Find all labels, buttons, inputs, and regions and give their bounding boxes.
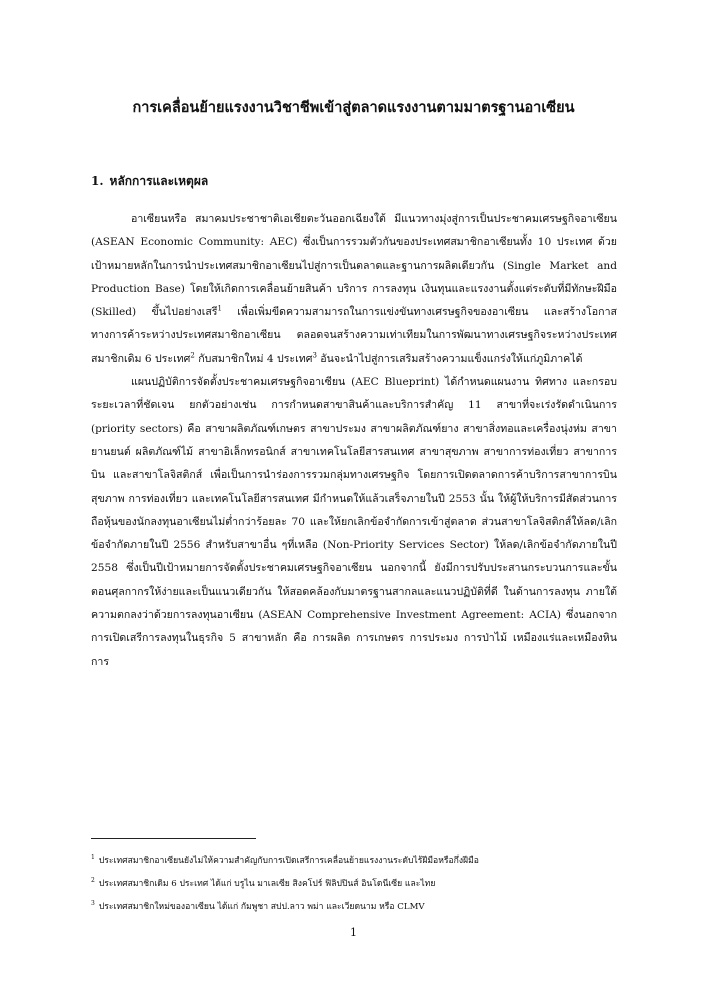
- paragraph-1: [91, 208, 617, 371]
- footnotes: [91, 850, 621, 919]
- paragraph-1-part-d: อันจะนำไปสู่การเสริมสร้างความแข็งแกร่งให้แก่ภูมิภาคได้: [316, 352, 583, 365]
- paragraph-1-part-a: อาเซียนหรือ สมาคมประชาชาติเอเชียตะวันออกเฉียงใต้ มีแนวทางมุ่งสู่การเป็นประชาคมเศรษฐกิจอาเซียน (ASEAN Economic Community: AEC) ซึ่งเป็นการรวมตัวกันของประเทศสมาชิกอาเซียนทั้ง 10 ประเทศ ด้วยเป้าหมายหลักในการนำประเทศสมาชิกอาเซียนไปสู่การเป็นตลาดและฐานการผลิตเดียวกัน (Single Market and Production Base) โดยให้เกิดการเคลื่อนย้ายสินค้า บริการ การลงทุน เงินทุนและแรงงานตั้งแต่ระดับที่มีทักษะฝีมือ (Skilled) ขึ้นไปอย่างเสรี: [91, 213, 617, 319]
- footnote-ref-1: 1: [217, 304, 222, 313]
- paragraph-1-part-b: เพื่อเพิ่มขีดความสามารถในการแข่งขันทางเศรษฐกิจของอาเซียน และสร้างโอกาสทางการค้าระหว่างประเทศสมาชิกอาเซียน ตลอดจนสร้างความเท่าเทียมในการพัฒนาทางเศรษฐกิจระหว่างประเทศสมาชิกเดิม 6 ประเทศ: [91, 306, 617, 365]
- footnote: [91, 896, 621, 919]
- footnote-ref-2: 2: [190, 351, 195, 360]
- footnote: [91, 850, 621, 873]
- footnote-divider: [91, 838, 256, 839]
- footnote-ref-3: 3: [312, 351, 317, 360]
- footnote: [91, 873, 621, 896]
- section-number: 1.: [91, 174, 104, 188]
- section-title: หลักการและเหตุผล: [109, 174, 209, 188]
- footnote-mark: 1: [91, 854, 95, 862]
- footnote-text: ประเทศสมาชิกอาเซียนยังไม่ให้ความสำคัญกับการเปิดเสรีการเคลื่อนย้ายแรงงานระดับไร้ฝีมือหรือกึ่งฝีมือ: [98, 856, 479, 866]
- document-title: การเคลื่อนย้ายแรงงานวิชาชีพเข้าสู่ตลาดแรงงานตามมาตรฐานอาเซียน: [132, 99, 575, 116]
- section-heading: [91, 172, 208, 190]
- footnote-text: ประเทศสมาชิกใหม่ของอาเซียน ได้แก่ กัมพูชา สปป.ลาว พม่า และเวียดนาม หรือ CLMV: [98, 902, 425, 912]
- footnote-text: ประเทศสมาชิกเดิม 6 ประเทศ ได้แก่ บรูไน มาเลเซีย สิงคโปร์ ฟิลิปปินส์ อินโดนีเซีย และไทย: [98, 879, 436, 889]
- body-text: [91, 208, 617, 674]
- page-number: 1: [350, 926, 357, 939]
- paragraph-1-part-c: กับสมาชิกใหม่ 4 ประเทศ: [194, 352, 313, 365]
- footnote-mark: 3: [91, 900, 95, 908]
- footnote-mark: 2: [91, 877, 95, 885]
- paragraph-2: แผนปฏิบัติการจัดตั้งประชาคมเศรษฐกิจอาเซียน (AEC Blueprint) ได้กำหนดแผนงาน ทิศทาง และกรอบระยะเวลาที่ชัดเจน ยกตัวอย่างเช่น การกำหนดสาขาสินค้าและบริการสำคัญ 11 สาขาที่จะเร่งรัดดำเนินการ (priority sectors) คือ สาขาผลิตภัณฑ์เกษตร สาขาประมง สาขาผลิตภัณฑ์ยาง สาขาสิ่งทอและเครื่องนุ่งห่ม สาขายานยนต์ ผลิตภัณฑ์ไม้ สาขาอิเล็กทรอนิกส์ สาขาเทคโนโลยีสารสนเทศ สาขาสุขภาพ สาขาการท่องเที่ยว สาขาการบิน และสาขาโลจิสติกส์ เพื่อเป็นการนำร่องการรวมกลุ่มทางเศรษฐกิจ โดยการเปิดตลาดการค้าบริการสาขาการบิน สุขภาพ การท่องเที่ยว และเทคโนโลยีสารสนเทศ มีกำหนดให้แล้วเสร็จภายในปี 2553 นั้น ให้ผู้ให้บริการมีสัดส่วนการถือหุ้นของนักลงทุนอาเซียนไม่ต่ำกว่าร้อยละ 70 และให้ยกเลิกข้อจำกัดการเข้าสู่ตลาด ส่วนสาขาโลจิสติกส์ให้ลด/เลิกข้อจำกัดภายในปี 2556 สำหรับสาขาอื่น ๆที่เหลือ (Non-Priority Services Sector) ให้ลด/เลิกข้อจำกัดภายในปี 2558 ซึ่งเป็นปีเป้าหมายการจัดตั้งประชาคมเศรษฐกิจอาเซียน นอกจากนี้ ยังมีการปรับประสานกระบวนการและขั้นตอนศุลกากรให้ง่ายและเป็นแนวเดียวกัน ให้สอดคล้องกับมาตรฐานสากลและแนวปฏิบัติที่ดี ในด้านการลงทุน ภายใต้ความตกลงว่าด้วยการลงทุนอาเซียน (ASEAN Comprehensive Investment Agreement: ACIA) ซึ่งนอกจากการเปิดเสรีการลงทุนในธุรกิจ 5 สาขาหลัก คือ การผลิต การเกษตร การประมง การป่าไม้ เหมืองแร่และเหมืองหิน การ: [91, 376, 617, 668]
